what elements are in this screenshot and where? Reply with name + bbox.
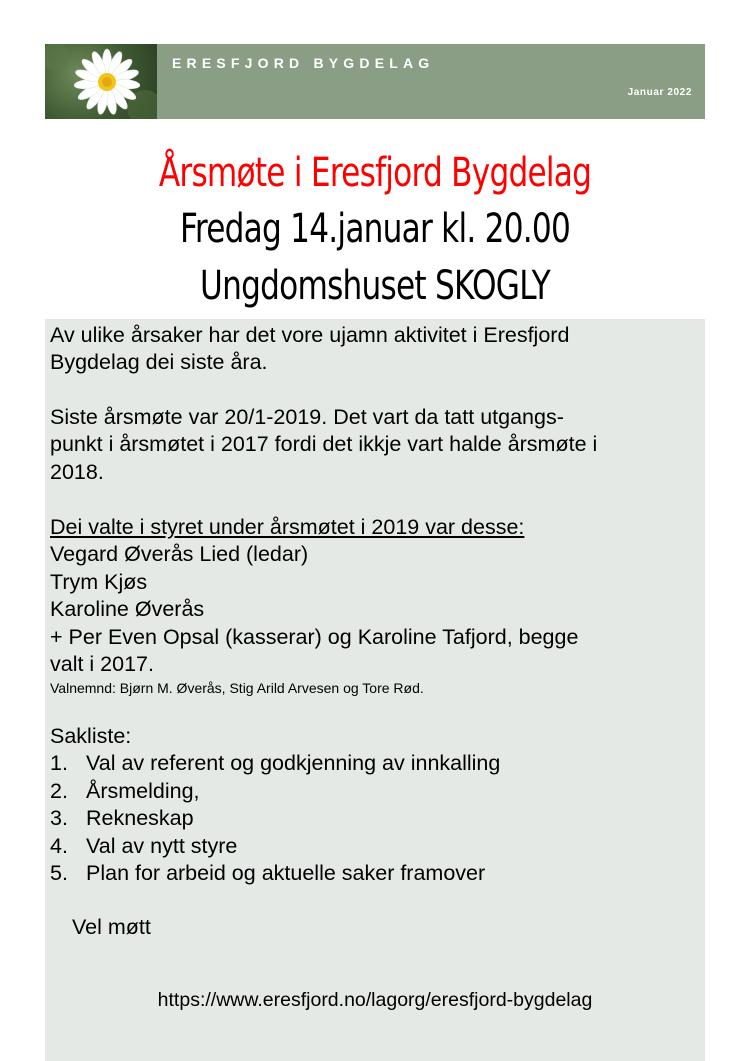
list-item [50, 778, 500, 806]
board-member: valt i 2017. [50, 652, 154, 676]
daisy-flower-icon [45, 44, 157, 119]
agenda-text: Rekneskap [86, 806, 194, 830]
header-banner [45, 44, 705, 119]
board-member: Karoline Øverås [50, 597, 205, 621]
last-meeting-line-1: Siste årsmøte var 20/1-2019. Det vart da tatt utgangs- [50, 405, 564, 429]
meeting-title: Årsmøte i Eresfjord Bygdelag [158, 150, 592, 196]
list-item [50, 750, 500, 778]
closing-greeting: Vel møtt [72, 915, 151, 939]
agenda-text: Val av referent og godkjenning av innkalling [86, 751, 501, 775]
agenda-number: 3. [50, 806, 68, 830]
agenda-number: 2. [50, 778, 68, 803]
list-item [50, 860, 500, 888]
list-item [50, 805, 500, 833]
issue-date: Januar 2022 [627, 87, 692, 98]
organization-name: ERESFJORD BYGDELAG [172, 55, 435, 71]
board-member: Trym Kjøs [50, 570, 148, 594]
meeting-venue: Ungdomshuset SKOGLY [200, 263, 550, 309]
board-member: + Per Even Opsal (kasserar) og Karoline Tafjord, begge [50, 625, 579, 649]
board-heading: Dei valte i styret under årsmøtet i 2019 var desse: [50, 515, 525, 539]
agenda-number: 1. [50, 751, 68, 775]
agenda-text: Plan for arbeid og aktuelle saker framover [86, 861, 486, 885]
board-member: Vegard Øverås Lied (ledar) [50, 542, 309, 566]
agenda-text: Val av nytt styre [86, 833, 238, 858]
agenda-number: 5. [50, 861, 68, 885]
list-item [50, 833, 500, 861]
agenda-list [50, 750, 500, 888]
last-meeting-line-2: punkt i årsmøtet i 2017 fordi det ikkje vart halde årsmøte i [50, 432, 598, 456]
agenda-heading: Sakliste: [50, 724, 132, 748]
intro-line-2: Bygdelag dei siste åra. [50, 350, 268, 374]
nomination-committee: Valnemnd: Bjørn M. Øverås, Stig Arild Arvesen og Tore Rød. [50, 680, 424, 696]
meeting-datetime: Fredag 14.januar kl. 20.00 [179, 206, 571, 252]
website-link[interactable]: https://www.eresfjord.no/lagorg/eresfjord-bygdelag [157, 989, 593, 1011]
last-meeting-line-3: 2018. [50, 460, 104, 484]
agenda-text: Årsmelding, [86, 778, 200, 803]
intro-line-1: Av ulike årsaker har det vore ujamn aktivitet i Eresfjord [50, 323, 570, 347]
agenda-number: 4. [50, 833, 68, 858]
